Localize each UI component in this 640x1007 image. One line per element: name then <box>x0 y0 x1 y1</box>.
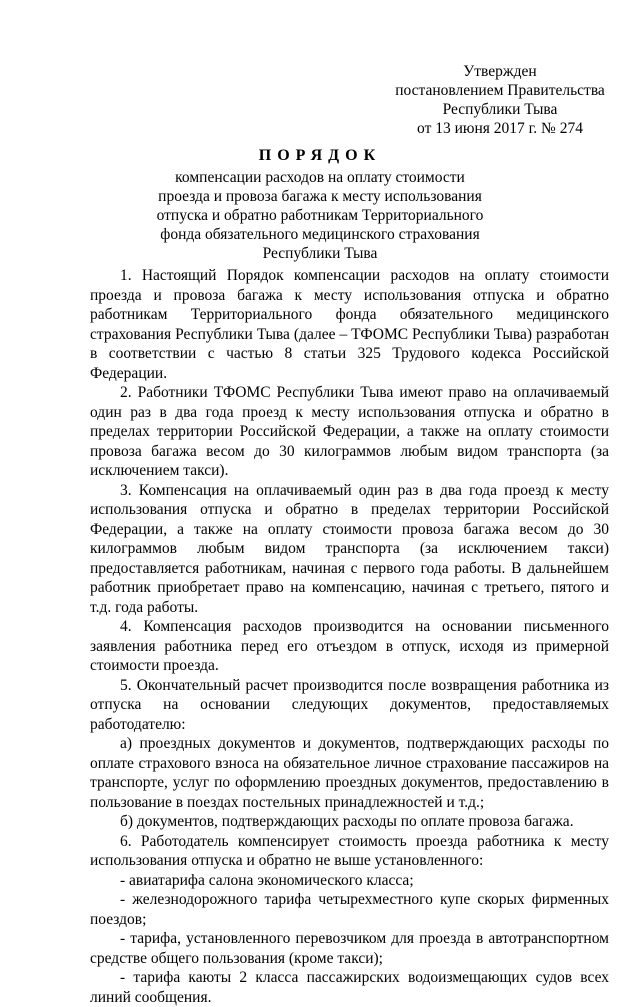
paragraph-5a: а) проездных документов и документов, подтверждающих расходы по оплате страхового взноса на обязательное личное страхование пассажиров на транспорте, услуг по оформлению проездных документов, предоставлению в пользование в поездах постельных принадлежностей и т.д.; <box>90 735 609 811</box>
paragraph-4: 4. Компенсация расходов производится на основании письменного заявления работника перед его отъездом в отпуск, исходя из примерной стоимости проезда. <box>90 618 609 674</box>
list-item-road: - тарифа, установленного перевозчиком для проезда в автотранспортном средстве общего пользования (кроме такси); <box>90 930 609 967</box>
list-item-water: - тарифа каюты 2 класса пассажирских водоизмещающих судов всех линий сообщения. <box>90 969 609 1006</box>
paragraph-3: 3. Компенсация на оплачиваемый один раз в два года проезд к месту использования отпуска и обратно в пределах территории Российской Федерации, а также на оплату стоимости провоза багажа весом до 30 килограммов любым видом транспорта (за исключением такси) предоставляется работникам, начиная с первого года работы. В дальнейшем работник приобретает право на компенсацию, начиная с третьего, пятого и т.д. года работы. <box>90 481 609 616</box>
approval-line: Республики Тыва <box>442 101 558 118</box>
paragraph-2: 2. Работники ТФОМС Республики Тыва имеют право на оплачиваемый один раз в два года проезд к месту использования отпуска и обратно в пределах территории Российской Федерации, а также на оплату стоимости провоза багажа весом до 30 килограммов любым видом транспорта (за исключением такси). <box>90 384 609 479</box>
paragraph-6: 6. Работодатель компенсирует стоимость проезда работника к месту использования отпуска и обратно не выше установленного: <box>90 832 609 869</box>
list-item-air: - авиатарифа салона экономического класса; <box>120 871 414 889</box>
list-item-rail: - железнодорожного тарифа четырехместного купе скорых фирменных поездов; <box>90 891 609 928</box>
subtitle-line: Республики Тыва <box>262 245 378 262</box>
approval-date: от 13 июня 2017 г. № 274 <box>417 120 583 137</box>
subtitle-line: компенсации расходов на оплату стоимости <box>175 169 465 186</box>
paragraph-5: 5. Окончательный расчет производится после возвращения работника из отпуска на основании следующих документов, предоставляемых работодателю: <box>90 676 609 733</box>
document-subtitle <box>60 168 580 263</box>
approval-stamp <box>380 62 620 138</box>
paragraph-5b: б) документов, подтверждающих расходы по оплате провоза багажа. <box>120 813 574 830</box>
subtitle-line: проезда и провоза багажа к месту использования <box>158 188 482 205</box>
subtitle-line: отпуска и обратно работникам Территориального <box>156 207 484 224</box>
title-block <box>60 146 580 263</box>
document-body <box>90 266 609 1007</box>
paragraph-1: 1. Настоящий Порядок компенсации расходов на оплату стоимости проезда и провоза багажа к месту использования отпуска и обратно работникам Территориального фонда обязательного медицинского страхования Республики Тыва (далее – ТФОМС Республики Тыва) разработан в соответствии с частью 8 статьи 325 Трудового кодекса Российской Федерации. <box>90 267 609 382</box>
subtitle-line: фонда обязательного медицинского страхования <box>160 226 480 243</box>
approval-line: постановлением Правительства <box>395 82 605 99</box>
document-title: ПОРЯДОК <box>258 147 382 164</box>
approval-line: Утвержден <box>463 63 537 80</box>
